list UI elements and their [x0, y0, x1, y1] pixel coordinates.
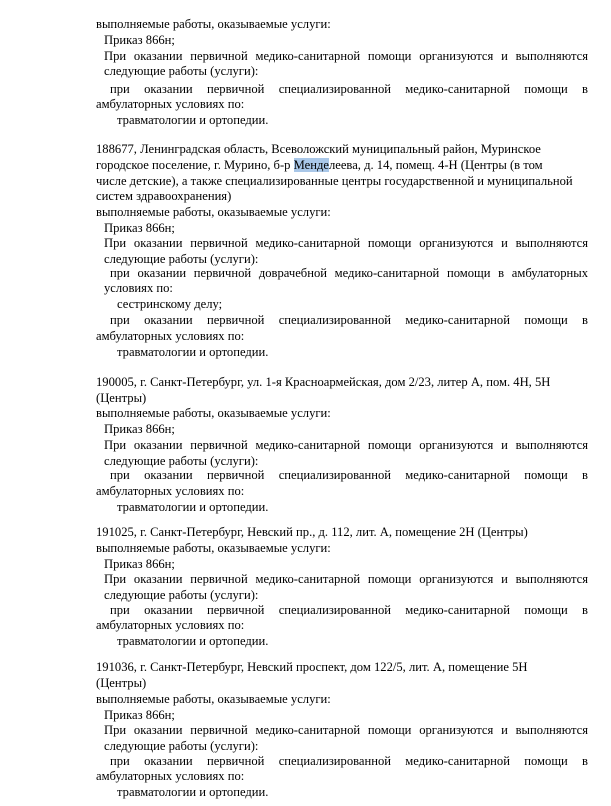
works-heading: выполняемые работы, оказываемые услуги: — [96, 205, 331, 219]
specialized-care-cont: амбулаторных условиях по: — [96, 329, 245, 343]
address-line — [96, 158, 543, 173]
address-line: систем здравоохранения) — [96, 189, 232, 203]
primary-care-cont: следующие работы (услуги): — [104, 588, 259, 602]
address-line: 188677, Ленинградская область, Всеволожский муниципальный район, Муринское — [96, 142, 541, 156]
primary-care-cont: следующие работы (услуги): — [104, 454, 259, 468]
trauma-item: травматологии и ортопедии. — [117, 785, 269, 799]
trauma-item: травматологии и ортопедии. — [117, 500, 269, 514]
specialized-care-cont: амбулаторных условиях по: — [96, 618, 245, 632]
address-line: 191025, г. Санкт-Петербург, Невский пр., д. 112, лит. А, помещение 2Н (Центры) — [96, 525, 528, 539]
works-heading: выполняемые работы, оказываемые услуги: — [96, 17, 331, 31]
primary-care-line: При оказании первичной медико-санитарной помощи организуются и выполняются — [104, 49, 588, 63]
order-ref: Приказ 866н; — [104, 708, 175, 722]
address-line: (Центры) — [96, 676, 147, 690]
trauma-item: травматологии и ортопедии. — [117, 345, 269, 359]
specialized-care-cont: амбулаторных условиях по: — [96, 769, 245, 783]
nursing-item: сестринскому делу; — [117, 297, 223, 311]
works-heading: выполняемые работы, оказываемые услуги: — [96, 692, 331, 706]
specialized-care-line: при оказании первичной специализированной медико-санитарной помощи в — [110, 82, 588, 96]
address-line: числе детские), а также специализированные центры государственной и муниципальной — [96, 174, 573, 188]
specialized-care-line: при оказании первичной специализированной медико-санитарной помощи в — [110, 754, 588, 768]
order-ref: Приказ 866н; — [104, 557, 175, 571]
trauma-item: травматологии и ортопедии. — [117, 113, 269, 127]
primary-care-line: При оказании первичной медико-санитарной помощи организуются и выполняются — [104, 236, 588, 250]
address-line: 190005, г. Санкт-Петербург, ул. 1-я Красноармейская, дом 2/23, литер А, пом. 4Н, 5Н — [96, 375, 551, 389]
address-text: городское поселение, г. Мурино, б-р — [96, 158, 294, 172]
works-heading: выполняемые работы, оказываемые услуги: — [96, 406, 331, 420]
search-highlight: Менде — [293, 158, 329, 172]
primary-care-cont: следующие работы (услуги): — [104, 739, 259, 753]
specialized-care-line: при оказании первичной специализированной медико-санитарной помощи в — [110, 603, 588, 617]
specialized-care-cont: амбулаторных условиях по: — [96, 484, 245, 498]
specialized-care-line: при оказании первичной специализированной медико-санитарной помощи в — [110, 468, 588, 482]
premedical-care-line: при оказании первичной доврачебной медико-санитарной помощи в амбулаторных — [110, 266, 588, 280]
premedical-care-cont: условиях по: — [104, 281, 173, 295]
primary-care-line: При оказании первичной медико-санитарной помощи организуются и выполняются — [104, 723, 588, 737]
address-line: (Центры) — [96, 391, 147, 405]
primary-care-line: При оказании первичной медико-санитарной помощи организуются и выполняются — [104, 438, 588, 452]
order-ref: Приказ 866н; — [104, 422, 175, 436]
primary-care-cont: следующие работы (услуги): — [104, 252, 259, 266]
order-ref: Приказ 866н; — [104, 221, 175, 235]
address-line: 191036, г. Санкт-Петербург, Невский проспект, дом 122/5, лит. А, помещение 5Н — [96, 660, 528, 674]
specialized-care-line: при оказании первичной специализированной медико-санитарной помощи в — [110, 313, 588, 327]
address-text: леева, д. 14, помещ. 4-Н (Центры (в том — [328, 158, 543, 172]
primary-care-line: При оказании первичной медико-санитарной помощи организуются и выполняются — [104, 572, 588, 586]
order-ref: Приказ 866н; — [104, 33, 175, 47]
works-heading: выполняемые работы, оказываемые услуги: — [96, 541, 331, 555]
specialized-care-cont: амбулаторных условиях по: — [96, 97, 245, 111]
trauma-item: травматологии и ортопедии. — [117, 634, 269, 648]
primary-care-cont: следующие работы (услуги): — [104, 64, 259, 78]
